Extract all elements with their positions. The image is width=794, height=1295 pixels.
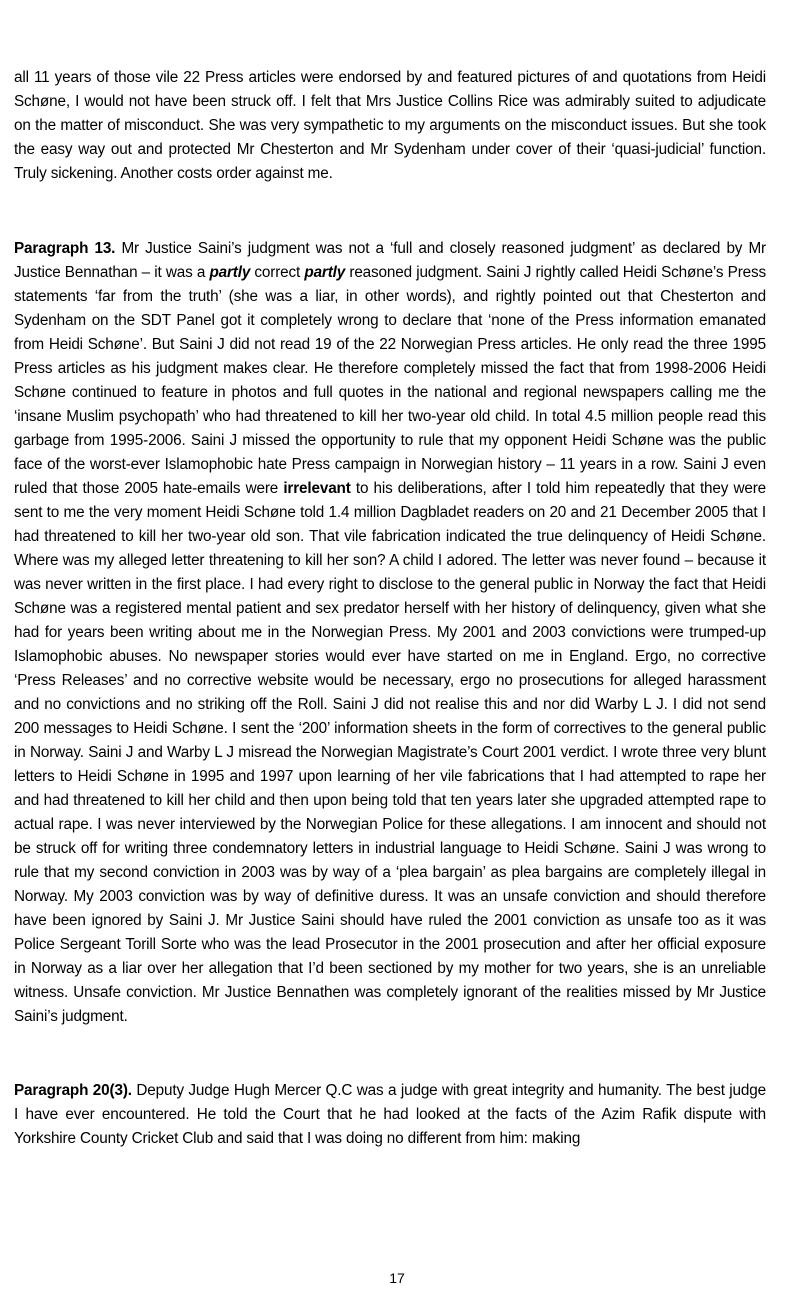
emphasis-text: partly	[304, 264, 346, 281]
emphasis-text: partly	[209, 264, 251, 281]
page-number: 17	[389, 1270, 405, 1286]
body-text: reasoned judgment. Saini J rightly called Heidi Schøne’s Press statements ‘far from the truth’ (she was a liar, in other words), and rightly pointed out that Chesterton and Sydenham on the SDT Panel got it completely wrong to declare that ‘none of the Press information emanated from Heidi Schøne’. But Saini J did not read 19 of the 22 Norwegian Press articles. He only read the three 1995 Press articles as his judgment makes clear. He therefore completely missed the fact that from 1998-2006 Heidi Schøne continued to feature in photos and full quotes in the national and regional newspapers calling me the ‘insane Muslim psychopath’ who had threatened to kill her two-year old child. In total 4.5 million people read this garbage from 1995-2006. Saini J missed the opportunity to rule that my opponent Heidi Schøne was the public face of the worst-ever Islamophobic hate Press campaign in Norwegian history – 11 years in a row. Saini J even ruled that those 2005 hate-emails were	[14, 264, 766, 497]
body-text: Mr Justice Saini’s judgment was not a ‘full and closely reasoned judgment’ as declared by Mr Justice Bennathan – it was a	[14, 240, 766, 281]
body-text: all 11 years of those vile 22 Press articles were endorsed by and featured pictures of and quotations from Heidi Schøne, I would not have been struck off. I felt that Mrs Justice Collins Rice was admirably suited to adjudicate on the matter of misconduct. She was very sympathetic to my arguments on the misconduct issues. But she took the easy way out and protected Mr Chesterton and Mr Sydenham under cover of their ‘quasi-judicial’ function. Truly sickening. Another costs order against me.	[14, 69, 766, 182]
paragraph-13	[14, 237, 766, 1029]
paragraph-heading: Paragraph 20(3).	[14, 1082, 132, 1099]
bold-text: irrelevant	[283, 480, 351, 497]
body-text: correct	[250, 264, 305, 281]
paragraph-heading: Paragraph 13.	[14, 240, 116, 257]
paragraph-20-3	[14, 1079, 766, 1151]
document-body	[14, 66, 766, 1151]
paragraph-continuation	[14, 66, 766, 186]
body-text: to his deliberations, after I told him repeatedly that they were sent to me the very moment Heidi Schøne told 1.4 million Dagbladet readers on 20 and 21 December 2005 that I had threatened to kill her two-year old son. That vile fabrication indicated the true delinquency of Heidi Schøne. Where was my alleged letter threatening to kill her son? A child I adored. The letter was never found – because it was never written in the first place. I had every right to disclose to the general public in Norway the fact that Heidi Schøne was a registered mental patient and sex predator herself with her history of delinquency, given what she had for years been writing about me in the Norwegian Press. My 2001 and 2003 convictions were trumped-up Islamophobic abuses. No newspaper stories would ever have started on me in England. Ergo, no corrective ‘Press Releases’ and no corrective website would be necessary, ergo no prosecutions for alleged harassment and no convictions and no striking off the Roll. Saini J did not realise this and nor did Warby L J. I did not send 200 messages to Heidi Schøne. I sent the ‘200’ information sheets in the form of correctives to the general public in Norway. Saini J and Warby L J misread the Norwegian Magistrate’s Court 2001 verdict. I wrote three very blunt letters to Heidi Schøne in 1995 and 1997 upon learning of her vile fabrications that I had attempted to rape her and had threatened to kill her child and then upon being told that ten years later she upgraded attempted rape to actual rape. I was never interviewed by the Norwegian Police for these allegations. I am innocent and should not be struck off for writing three condemnatory letters in industrial language to Heidi Schøne. Saini J was wrong to rule that my second conviction in 2003 was by way of a ‘plea bargain’ as plea bargains are completely illegal in Norway. My 2003 conviction was by way of definitive duress. It was an unsafe conviction and should therefore have been ignored by Saini J. Mr Justice Saini should have ruled the 2001 conviction as unsafe too as it was Police Sergeant Torill Sorte who was the lead Prosecutor in the 2001 prosecution and after her official exposure in Norway as a liar over her allegation that I’d been sectioned by my mother for two years, she is an unreliable witness. Unsafe conviction. Mr Justice Bennathen was completely ignorant of the realities missed by Mr Justice Saini’s judgment.	[14, 480, 766, 1025]
body-text: Deputy Judge Hugh Mercer Q.C was a judge with great integrity and humanity. The best judge I have ever encountered. He told the Court that he had looked at the facts of the Azim Rafik dispute with Yorkshire County Cricket Club and said that I was doing no different from him: making	[14, 1082, 766, 1147]
